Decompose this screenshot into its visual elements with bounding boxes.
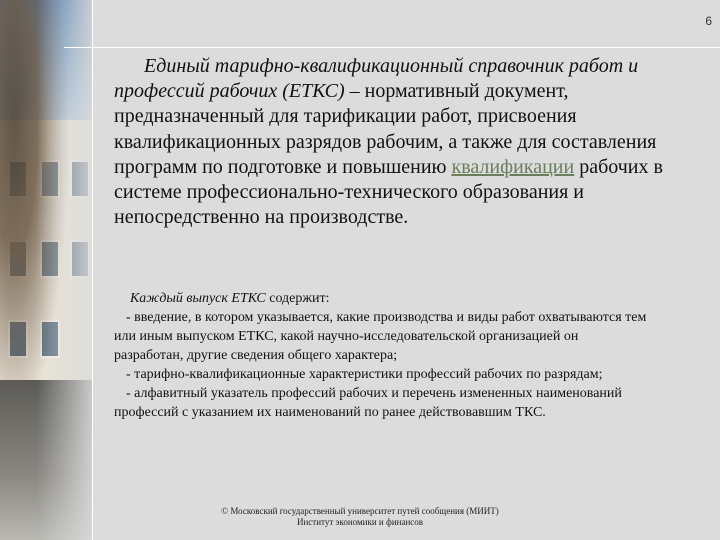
footer-copyright: © Московский государственный университет путей сообщения (МИИТ) [221,506,499,516]
background-building-photo [0,0,92,540]
list-item: - алфавитный указатель профессий рабочих и перечень измененных наименований профессий с указанием их наименований по ранее действовавшим ТКС. [114,386,622,420]
contents-intro-italic: Каждый выпуск ЕТКС [130,291,266,306]
term-etks: Единый тарифно-квалификационный справочник работ и профессий рабочих (ЕТКС) [114,55,639,103]
definition-paragraph [114,54,674,230]
definition-text-1: – нормативный документ, предназначенный для тарификации работ, присвоения квалификационных разрядов рабочим, а также для составления программ по подготовке и повышению [114,80,657,178]
vertical-divider [92,0,93,540]
list-item: - введение, в котором указывается, какие производства и виды работ охватываются тем или иным выпуском ЕТКС, какой научно-исследовательской организацией он разработан, другие сведения общего характера; [114,310,647,363]
definition-text-2: рабочих в системе профессионально-технического образования и непосредственно на производстве. [114,155,663,229]
footer-institute: Институт экономики и финансов [296,517,424,527]
page-number: 6 [705,14,712,28]
footer [160,506,560,528]
horizontal-divider [64,47,720,48]
qualification-link[interactable]: квалификации [451,155,575,178]
contents-intro-rest: содержит: [265,291,330,306]
contents-list [114,289,650,422]
list-item: - тарифно-квалификационные характеристики профессий рабочих по разрядам; [126,367,603,382]
